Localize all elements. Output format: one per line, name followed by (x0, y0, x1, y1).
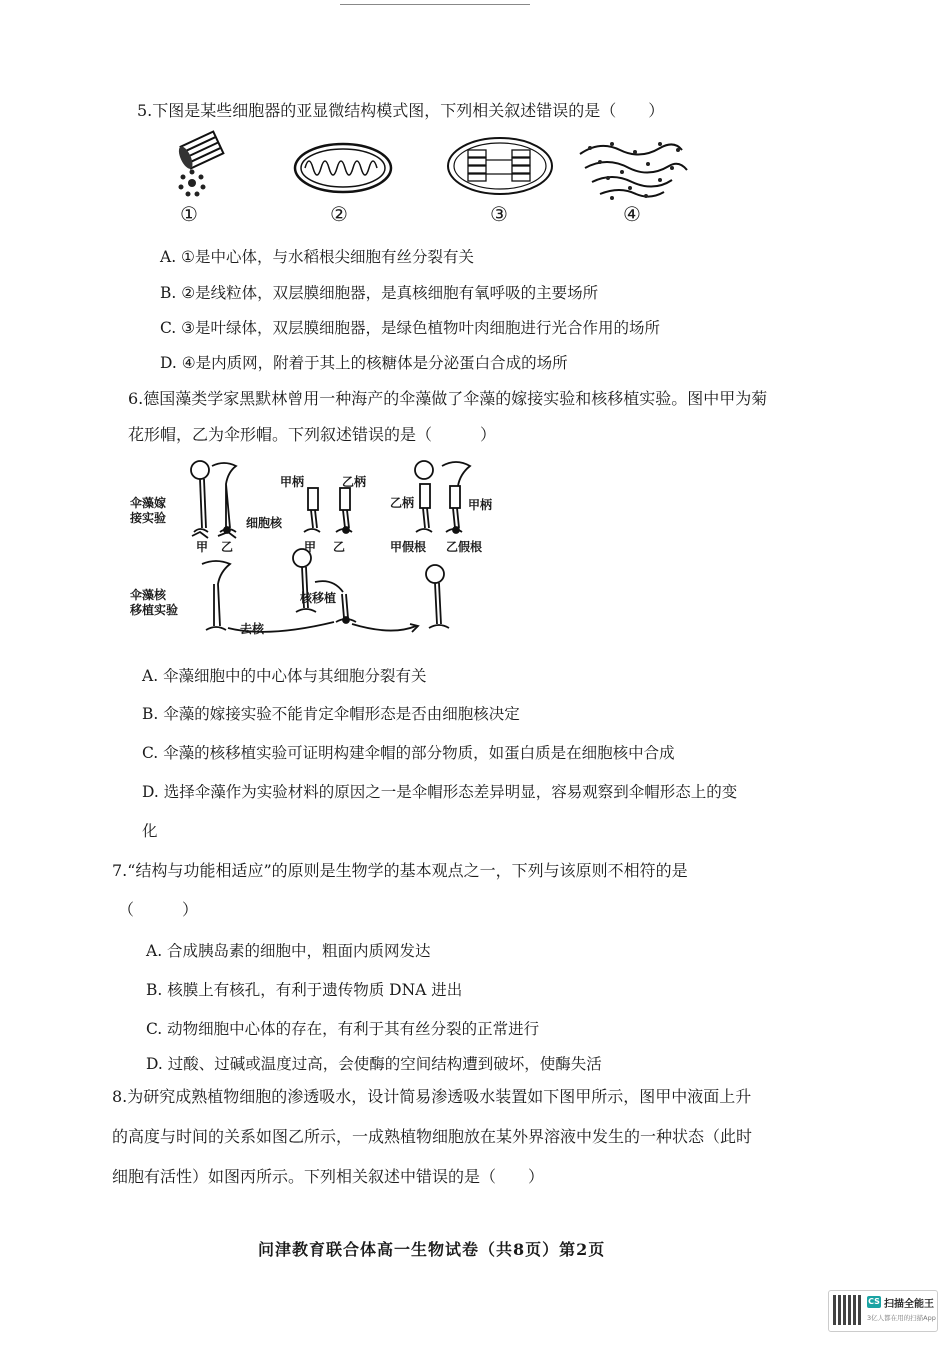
nuclear-transfer-label: 核移植 (300, 591, 337, 605)
nucleus-label: 细胞核 (246, 516, 283, 530)
yi-label-1: 乙 (221, 540, 234, 554)
scanner-badge-title: 扫描全能王 (884, 1299, 934, 1310)
endoplasmic-reticulum-drawing (580, 142, 687, 200)
q6-option-d: D. 选择伞藻作为实验材料的原因之一是伞帽形态差异明显，容易观察到伞帽形态上的变 (142, 783, 738, 801)
q6-stem-line1: 6.德国藻类学家黑默林曾用一种海产的伞藻做了伞藻的嫁接实验和核移植实验。图中甲为菊 (128, 389, 768, 408)
figure-label-3: ③ (490, 202, 508, 226)
qr-code-icon (833, 1295, 863, 1325)
jia-label-1: 甲 (196, 540, 209, 554)
yi-label-2: 乙 (333, 540, 346, 554)
q8-line3: 细胞有活性）如图丙所示。下列相关叙述中错误的是（ ） (112, 1167, 545, 1186)
q6-stem-line2: 花形帽，乙为伞形帽。下列叙述错误的是（ ） (128, 425, 497, 444)
centrosome-drawing (176, 132, 223, 197)
q6-option-a: A. 伞藻细胞中的中心体与其细胞分裂有关 (142, 667, 427, 685)
q5-option-c: C. ③是叶绿体，双层膜细胞器，是绿色植物叶肉细胞进行光合作用的场所 (160, 319, 661, 337)
q5-option-b: B. ②是线粒体，双层膜细胞器，是真核细胞有氧呼吸的主要场所 (160, 284, 599, 302)
figure-label-2: ② (330, 202, 348, 226)
q5-stem: 5.下图是某些细胞器的亚显微结构模式图，下列相关叙述错误的是（ ） (137, 101, 665, 120)
q7-option-b: B. 核膜上有核孔，有利于遗传物质 DNA 进出 (146, 981, 463, 999)
q8-line2: 的高度与时间的关系如图乙所示，一成熟植物细胞放在某外界溶液中发生的一种状态（此时 (112, 1127, 753, 1146)
q5-option-d: D. ④是内质网，附着于其上的核糖体是分泌蛋白合成的场所 (160, 354, 568, 372)
page-footer: 问津教育联合体高一生物试卷（共8页）第2页 (258, 1240, 606, 1259)
mitochondrion-drawing (295, 144, 391, 192)
q7-option-d: D. 过酸、过碱或温度过高，会使酶的空间结构遭到破坏，使酶失活 (146, 1055, 602, 1073)
q8-line1: 8.为研究成熟植物细胞的渗透吸水，设计简易渗透吸水装置如下图甲所示，图甲中液面上升 (112, 1087, 752, 1106)
top-edge-mark (340, 0, 530, 5)
figure-label-4: ④ (623, 202, 641, 226)
scanner-watermark-badge (828, 1290, 938, 1332)
graft-title-2: 接实验 (130, 511, 167, 525)
cs-logo-icon: CS (868, 1297, 880, 1306)
jia-stalk-label-2: 甲柄 (468, 498, 493, 512)
q6-option-c: C. 伞藻的核移植实验可证明构建伞帽的部分物质，如蛋白质是在细胞核中合成 (142, 744, 675, 762)
transplant-title-1: 伞藻核 (130, 588, 167, 602)
transplant-title-2: 移植实验 (130, 603, 179, 617)
jia-stalk-label-1: 甲柄 (280, 475, 305, 489)
figure-label-1: ① (180, 202, 198, 226)
q7-option-c: C. 动物细胞中心体的存在，有利于其有丝分裂的正常进行 (146, 1020, 540, 1038)
jia-rhizoid-label: 甲假根 (390, 540, 427, 554)
scanner-badge-subtitle: 3亿人都在用的扫描App (867, 1314, 936, 1322)
jia-label-2: 甲 (304, 540, 317, 554)
q7-stem-line1: 7.“结构与功能相适应”的原则是生物学的基本观点之一，下列与该原则不相符的是 (112, 861, 688, 880)
q5-option-a: A. ①是中心体，与水稻根尖细胞有丝分裂有关 (160, 248, 474, 266)
q7-option-a: A. 合成胰岛素的细胞中，粗面内质网发达 (146, 942, 431, 960)
enucleate-label: 去核 (240, 622, 265, 636)
q7-stem-line2: （ ） (118, 900, 199, 919)
yi-stalk-label-2: 乙柄 (390, 496, 415, 510)
graft-title-1: 伞藻嫁 (130, 496, 167, 510)
yi-rhizoid-label: 乙假根 (446, 540, 483, 554)
yi-stalk-label-1: 乙柄 (342, 475, 367, 489)
chloroplast-drawing (448, 138, 552, 194)
q6-option-d-cont: 化 (142, 822, 158, 840)
q6-option-b: B. 伞藻的嫁接实验不能肯定伞帽形态是否由细胞核决定 (142, 705, 520, 723)
